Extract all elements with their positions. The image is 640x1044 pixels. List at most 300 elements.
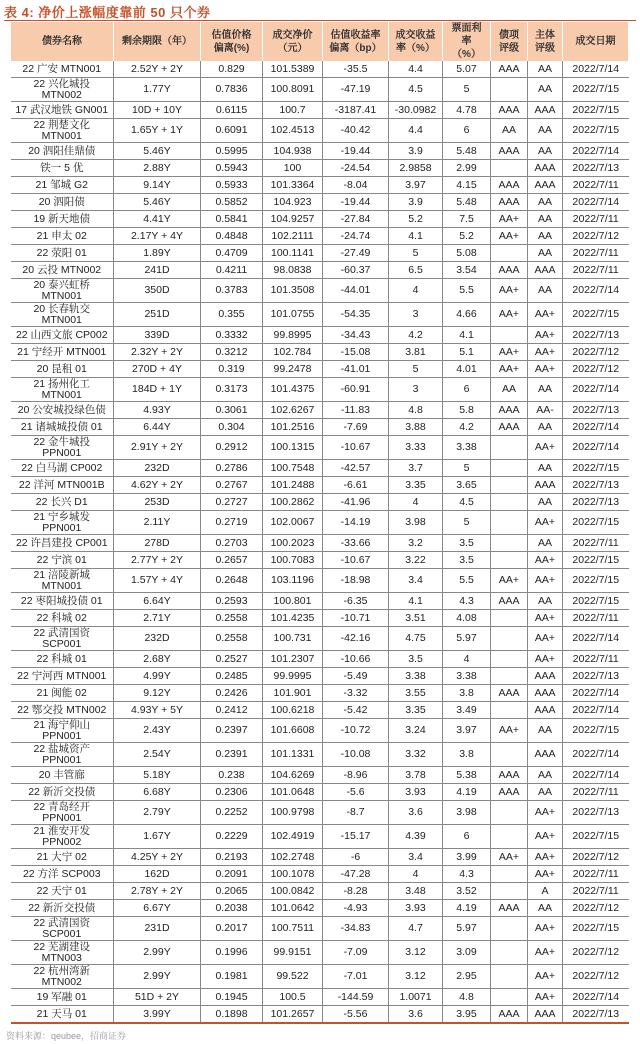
cell-trade-yield: 5: [389, 361, 443, 378]
cell-issuer-rating: AA: [528, 460, 563, 477]
cell-valuation-price-deviation: 0.3061: [201, 402, 263, 419]
table-row: [11, 784, 629, 801]
table-row: [11, 211, 629, 228]
cell-bond-name: 22 新沂交投债: [11, 900, 114, 917]
cell-bond-name: 21 海宁仰山 PPN001: [11, 719, 114, 743]
cell-issuer-rating: AAA: [528, 1006, 563, 1024]
cell-remaining-term: 2.78Y + 2Y: [114, 883, 201, 900]
cell-valuation-yield-deviation: -3.32: [323, 685, 389, 702]
cell-issuer-rating: AA: [528, 494, 563, 511]
table-row: [11, 989, 629, 1006]
cell-issuer-rating: AA+: [528, 436, 563, 460]
cell-bond-name: 22 金牛城投 PPN001: [11, 436, 114, 460]
cell-remaining-term: 184D + 1Y: [114, 378, 201, 402]
cell-trade-date: 2022/7/14: [563, 279, 629, 303]
cell-valuation-yield-deviation: -10.72: [323, 719, 389, 743]
cell-valuation-price-deviation: 0.3212: [201, 344, 263, 361]
cell-trade-date: 2022/7/13: [563, 327, 629, 344]
cell-trade-date: 2022/7/15: [563, 569, 629, 593]
cell-trade-date: 2022/7/15: [563, 593, 629, 610]
table-body: [11, 61, 629, 1023]
table-row: [11, 552, 629, 569]
cell-remaining-term: 51D + 2Y: [114, 989, 201, 1006]
table-row: [11, 279, 629, 303]
cell-remaining-term: 1.65Y + 1Y: [114, 119, 201, 143]
cell-bond-name: 22 武清国资 SCP001: [11, 917, 114, 941]
cell-valuation-yield-deviation: -42.16: [323, 627, 389, 651]
cell-bond-name: 20 丰管廊: [11, 767, 114, 784]
cell-coupon-rate: 5.5: [443, 279, 491, 303]
cell-issuer-rating: AA: [528, 419, 563, 436]
cell-valuation-price-deviation: 0.2558: [201, 627, 263, 651]
cell-remaining-term: 350D: [114, 279, 201, 303]
cell-valuation-price-deviation: 0.304: [201, 419, 263, 436]
cell-remaining-term: 1.89Y: [114, 245, 201, 262]
cell-trade-yield: 3.98: [389, 511, 443, 535]
cell-issuer-rating: AAA: [528, 477, 563, 494]
cell-trade-clean-price: 101.901: [263, 685, 323, 702]
cell-issuer-rating: A: [528, 883, 563, 900]
cell-trade-clean-price: 101.0642: [263, 900, 323, 917]
cell-trade-clean-price: 100.8091: [263, 78, 323, 102]
table-row: [11, 941, 629, 965]
cell-remaining-term: 2.52Y + 2Y: [114, 61, 201, 78]
cell-trade-yield: 4.1: [389, 228, 443, 245]
cell-coupon-rate: 3.52: [443, 883, 491, 900]
cell-valuation-price-deviation: 0.3332: [201, 327, 263, 344]
cell-trade-clean-price: 104.938: [263, 143, 323, 160]
cell-trade-clean-price: 100.7511: [263, 917, 323, 941]
cell-trade-date: 2022/7/11: [563, 535, 629, 552]
cell-bond-name: 22 白马湖 CP002: [11, 460, 114, 477]
table-row: [11, 668, 629, 685]
cell-valuation-yield-deviation: -33.66: [323, 535, 389, 552]
cell-coupon-rate: 5: [443, 511, 491, 535]
cell-trade-yield: 5: [389, 245, 443, 262]
cell-issue-rating: AAA: [491, 143, 528, 160]
cell-coupon-rate: 5: [443, 460, 491, 477]
cell-trade-clean-price: 99.522: [263, 965, 323, 989]
cell-issuer-rating: AAA: [528, 177, 563, 194]
cell-valuation-yield-deviation: -11.83: [323, 402, 389, 419]
cell-valuation-yield-deviation: -18.98: [323, 569, 389, 593]
cell-issuer-rating: AA: [528, 719, 563, 743]
cell-trade-clean-price: 101.2488: [263, 477, 323, 494]
cell-issue-rating: [491, 610, 528, 627]
table-header-row: [11, 22, 629, 61]
cell-issuer-rating: AAA: [528, 102, 563, 119]
cell-valuation-yield-deviation: -10.67: [323, 436, 389, 460]
cell-issue-rating: AA+: [491, 303, 528, 327]
cell-valuation-yield-deviation: -34.43: [323, 327, 389, 344]
cell-issuer-rating: AA+: [528, 866, 563, 883]
cell-issue-rating: [491, 477, 528, 494]
cell-coupon-rate: 3.65: [443, 477, 491, 494]
cell-trade-yield: 3.12: [389, 941, 443, 965]
cell-coupon-rate: 4.5: [443, 494, 491, 511]
cell-trade-yield: 3: [389, 378, 443, 402]
cell-valuation-price-deviation: 0.2485: [201, 668, 263, 685]
cell-remaining-term: 270D + 4Y: [114, 361, 201, 378]
cell-coupon-rate: 4.3: [443, 866, 491, 883]
cell-valuation-price-deviation: 0.2397: [201, 719, 263, 743]
cell-trade-date: 2022/7/12: [563, 361, 629, 378]
cell-trade-yield: 3.9: [389, 194, 443, 211]
cell-issue-rating: AAA: [491, 784, 528, 801]
cell-remaining-term: 6.64Y: [114, 593, 201, 610]
cell-remaining-term: 339D: [114, 327, 201, 344]
cell-issue-rating: AA: [491, 378, 528, 402]
cell-trade-date: 2022/7/12: [563, 941, 629, 965]
cell-remaining-term: 1.77Y: [114, 78, 201, 102]
cell-coupon-rate: 5.8: [443, 402, 491, 419]
cell-coupon-rate: 4.8: [443, 989, 491, 1006]
cell-trade-clean-price: 100.1078: [263, 866, 323, 883]
cell-coupon-rate: 4.3: [443, 593, 491, 610]
cell-issue-rating: AA+: [491, 279, 528, 303]
cell-coupon-rate: 3.09: [443, 941, 491, 965]
table-row: [11, 743, 629, 767]
cell-trade-clean-price: 101.1331: [263, 743, 323, 767]
cell-valuation-yield-deviation: -6: [323, 849, 389, 866]
cell-trade-date: 2022/7/14: [563, 143, 629, 160]
table-row: [11, 825, 629, 849]
cell-trade-yield: 1.0071: [389, 989, 443, 1006]
cell-issuer-rating: AA: [528, 593, 563, 610]
cell-valuation-yield-deviation: -5.56: [323, 1006, 389, 1024]
cell-issuer-rating: AA: [528, 143, 563, 160]
table-row: [11, 262, 629, 279]
cell-valuation-yield-deviation: -10.71: [323, 610, 389, 627]
cell-coupon-rate: 3.5: [443, 552, 491, 569]
cell-remaining-term: 2.79Y: [114, 801, 201, 825]
cell-issuer-rating: AA+: [528, 989, 563, 1006]
cell-valuation-price-deviation: 0.2412: [201, 702, 263, 719]
cell-coupon-rate: 3.49: [443, 702, 491, 719]
cell-trade-yield: 3.93: [389, 900, 443, 917]
cell-issue-rating: AA+: [491, 211, 528, 228]
cell-trade-date: 2022/7/15: [563, 78, 629, 102]
cell-remaining-term: 2.68Y: [114, 651, 201, 668]
table-row: [11, 143, 629, 160]
cell-issuer-rating: AA+: [528, 965, 563, 989]
cell-remaining-term: 2.32Y + 2Y: [114, 344, 201, 361]
table-row: [11, 102, 629, 119]
cell-bond-name: 21 邹城 G2: [11, 177, 114, 194]
cell-issue-rating: AA+: [491, 228, 528, 245]
table-row: [11, 965, 629, 989]
table-row: [11, 535, 629, 552]
cell-issuer-rating: AAA: [528, 668, 563, 685]
cell-remaining-term: 5.46Y: [114, 194, 201, 211]
cell-coupon-rate: 3.8: [443, 685, 491, 702]
cell-trade-date: 2022/7/14: [563, 627, 629, 651]
cell-issue-rating: [491, 883, 528, 900]
cell-bond-name: 22 芜湖建设 MTN003: [11, 941, 114, 965]
cell-issue-rating: AAA: [491, 194, 528, 211]
cell-bond-name: 22 宁滨 01: [11, 552, 114, 569]
cell-valuation-yield-deviation: -34.83: [323, 917, 389, 941]
cell-remaining-term: 2.71Y: [114, 610, 201, 627]
cell-trade-date: 2022/7/12: [563, 900, 629, 917]
cell-coupon-rate: 5.97: [443, 917, 491, 941]
cell-valuation-price-deviation: 0.2252: [201, 801, 263, 825]
cell-trade-yield: 6.5: [389, 262, 443, 279]
cell-bond-name: 21 涪陵新城 MTN001: [11, 569, 114, 593]
cell-trade-date: 2022/7/11: [563, 651, 629, 668]
cell-trade-clean-price: 98.0838: [263, 262, 323, 279]
column-header-issuer-rating: 主体 评级: [528, 22, 563, 61]
cell-trade-clean-price: 99.9151: [263, 941, 323, 965]
cell-coupon-rate: 5.48: [443, 143, 491, 160]
cell-trade-date: 2022/7/11: [563, 610, 629, 627]
cell-remaining-term: 2.91Y + 2Y: [114, 436, 201, 460]
cell-trade-date: 2022/7/14: [563, 702, 629, 719]
cell-coupon-rate: 5.08: [443, 245, 491, 262]
cell-valuation-price-deviation: 0.2767: [201, 477, 263, 494]
cell-trade-yield: 3.81: [389, 344, 443, 361]
cell-trade-yield: 3.48: [389, 883, 443, 900]
cell-issuer-rating: AA: [528, 279, 563, 303]
cell-issuer-rating: AA: [528, 245, 563, 262]
cell-bond-name: 20 长春轨交 MTN001: [11, 303, 114, 327]
cell-remaining-term: 2.77Y + 2Y: [114, 552, 201, 569]
table-row: [11, 344, 629, 361]
cell-valuation-yield-deviation: -47.19: [323, 78, 389, 102]
cell-trade-date: 2022/7/11: [563, 784, 629, 801]
cell-bond-name: 22 杭州湾新 MTN002: [11, 965, 114, 989]
cell-bond-name: 20 云投 MTN002: [11, 262, 114, 279]
table-row: [11, 719, 629, 743]
cell-coupon-rate: 3.97: [443, 719, 491, 743]
table-row: [11, 194, 629, 211]
cell-trade-clean-price: 100.2023: [263, 535, 323, 552]
cell-trade-yield: 4.4: [389, 119, 443, 143]
cell-remaining-term: 2.17Y + 4Y: [114, 228, 201, 245]
cell-valuation-price-deviation: 0.5852: [201, 194, 263, 211]
cell-valuation-price-deviation: 0.1898: [201, 1006, 263, 1024]
cell-valuation-yield-deviation: -54.35: [323, 303, 389, 327]
cell-issue-rating: [491, 245, 528, 262]
cell-trade-yield: 3.4: [389, 569, 443, 593]
table-row: [11, 900, 629, 917]
cell-remaining-term: 4.93Y + 5Y: [114, 702, 201, 719]
cell-issuer-rating: AA+: [528, 552, 563, 569]
cell-valuation-yield-deviation: -7.01: [323, 965, 389, 989]
cell-remaining-term: 4.99Y: [114, 668, 201, 685]
cell-bond-name: 铁一 5 优: [11, 160, 114, 177]
cell-valuation-price-deviation: 0.2786: [201, 460, 263, 477]
bond-table: [10, 22, 629, 1024]
cell-trade-yield: 4.2: [389, 327, 443, 344]
cell-trade-clean-price: 100.1141: [263, 245, 323, 262]
cell-trade-clean-price: 100.1315: [263, 436, 323, 460]
cell-coupon-rate: 3.99: [443, 849, 491, 866]
cell-trade-clean-price: 101.6608: [263, 719, 323, 743]
cell-valuation-price-deviation: 0.2727: [201, 494, 263, 511]
cell-valuation-price-deviation: 0.1945: [201, 989, 263, 1006]
cell-bond-name: 22 许昌建投 CP001: [11, 535, 114, 552]
cell-trade-date: 2022/7/13: [563, 402, 629, 419]
cell-coupon-rate: 4.78: [443, 102, 491, 119]
cell-trade-clean-price: 104.9257: [263, 211, 323, 228]
cell-trade-clean-price: 101.4375: [263, 378, 323, 402]
cell-issuer-rating: AA: [528, 228, 563, 245]
cell-issuer-rating: AA: [528, 767, 563, 784]
cell-coupon-rate: 3.38: [443, 436, 491, 460]
cell-trade-yield: 3.6: [389, 1006, 443, 1024]
cell-issue-rating: [491, 511, 528, 535]
table-title: 表 4: 净价上涨幅度靠前 50 只个券: [4, 5, 211, 20]
cell-valuation-yield-deviation: -14.19: [323, 511, 389, 535]
cell-trade-clean-price: 101.0755: [263, 303, 323, 327]
cell-trade-date: 2022/7/14: [563, 61, 629, 78]
cell-valuation-price-deviation: 0.4211: [201, 262, 263, 279]
cell-bond-name: 22 荥阳 01: [11, 245, 114, 262]
table-row: [11, 419, 629, 436]
cell-trade-yield: 4.75: [389, 627, 443, 651]
cell-valuation-price-deviation: 0.2306: [201, 784, 263, 801]
cell-remaining-term: 9.12Y: [114, 685, 201, 702]
cell-issue-rating: [491, 989, 528, 1006]
cell-bond-name: 22 长兴 D1: [11, 494, 114, 511]
cell-coupon-rate: 5: [443, 78, 491, 102]
cell-trade-yield: 3.4: [389, 849, 443, 866]
cell-trade-yield: 3.2: [389, 535, 443, 552]
cell-trade-yield: 4: [389, 494, 443, 511]
cell-trade-clean-price: 101.3364: [263, 177, 323, 194]
cell-issue-rating: AAA: [491, 685, 528, 702]
table-row: [11, 402, 629, 419]
cell-trade-yield: 4.4: [389, 61, 443, 78]
cell-issuer-rating: AA-: [528, 402, 563, 419]
cell-trade-yield: 3.33: [389, 436, 443, 460]
column-header-valuation-price-deviation: 估值价格 偏离(%): [201, 22, 263, 61]
cell-trade-yield: 4.1: [389, 593, 443, 610]
cell-issuer-rating: AA+: [528, 327, 563, 344]
cell-trade-date: 2022/7/12: [563, 849, 629, 866]
cell-issue-rating: AA+: [491, 344, 528, 361]
cell-trade-clean-price: 101.2657: [263, 1006, 323, 1024]
cell-bond-name: 22 天宁 01: [11, 883, 114, 900]
table-row: [11, 917, 629, 941]
cell-trade-clean-price: 100.7: [263, 102, 323, 119]
cell-trade-yield: 4.39: [389, 825, 443, 849]
cell-coupon-rate: 5.2: [443, 228, 491, 245]
cell-issue-rating: [491, 535, 528, 552]
cell-trade-date: 2022/7/14: [563, 194, 629, 211]
cell-trade-clean-price: 101.4235: [263, 610, 323, 627]
table-row: [11, 245, 629, 262]
title-divider: [4, 20, 636, 21]
cell-remaining-term: 2.43Y: [114, 719, 201, 743]
cell-valuation-price-deviation: 0.5995: [201, 143, 263, 160]
cell-bond-name: 22 山西文旅 CP002: [11, 327, 114, 344]
cell-issue-rating: AA+: [491, 569, 528, 593]
cell-trade-clean-price: 103.1196: [263, 569, 323, 593]
cell-valuation-price-deviation: 0.4848: [201, 228, 263, 245]
cell-trade-clean-price: 100.5: [263, 989, 323, 1006]
cell-valuation-yield-deviation: -41.01: [323, 361, 389, 378]
table-row: [11, 702, 629, 719]
cell-valuation-price-deviation: 0.1981: [201, 965, 263, 989]
cell-issuer-rating: AA+: [528, 941, 563, 965]
cell-valuation-yield-deviation: -24.54: [323, 160, 389, 177]
cell-issue-rating: [491, 552, 528, 569]
cell-valuation-price-deviation: 0.2391: [201, 743, 263, 767]
cell-coupon-rate: 3.95: [443, 1006, 491, 1024]
cell-trade-date: 2022/7/12: [563, 228, 629, 245]
cell-issuer-rating: AA+: [528, 303, 563, 327]
cell-valuation-price-deviation: 0.319: [201, 361, 263, 378]
cell-bond-name: 22 科城 01: [11, 651, 114, 668]
cell-valuation-yield-deviation: -8.04: [323, 177, 389, 194]
cell-remaining-term: 1.57Y + 4Y: [114, 569, 201, 593]
cell-issue-rating: [491, 825, 528, 849]
cell-trade-date: 2022/7/14: [563, 378, 629, 402]
cell-issue-rating: [491, 743, 528, 767]
cell-trade-clean-price: 104.923: [263, 194, 323, 211]
cell-bond-name: 22 鄂交投 MTN002: [11, 702, 114, 719]
table-row: [11, 436, 629, 460]
cell-valuation-price-deviation: 0.829: [201, 61, 263, 78]
cell-valuation-yield-deviation: -3187.41: [323, 102, 389, 119]
cell-trade-date: 2022/7/15: [563, 303, 629, 327]
cell-coupon-rate: 5.38: [443, 767, 491, 784]
cell-valuation-yield-deviation: -7.09: [323, 941, 389, 965]
cell-valuation-price-deviation: 0.2229: [201, 825, 263, 849]
cell-trade-clean-price: 104.6269: [263, 767, 323, 784]
cell-issuer-rating: AA+: [528, 849, 563, 866]
cell-valuation-price-deviation: 0.2017: [201, 917, 263, 941]
cell-issue-rating: [491, 436, 528, 460]
cell-trade-yield: -30.0982: [389, 102, 443, 119]
cell-issue-rating: [491, 941, 528, 965]
table-row: [11, 593, 629, 610]
cell-bond-name: 22 荆楚文化 MTN001: [11, 119, 114, 143]
cell-bond-name: 21 闽能 02: [11, 685, 114, 702]
cell-trade-yield: 3.9: [389, 143, 443, 160]
cell-trade-yield: 3.51: [389, 610, 443, 627]
cell-valuation-yield-deviation: -15.08: [323, 344, 389, 361]
cell-trade-date: 2022/7/15: [563, 460, 629, 477]
cell-remaining-term: 162D: [114, 866, 201, 883]
column-header-trade-date: 成交日期: [563, 22, 629, 61]
cell-valuation-yield-deviation: -44.01: [323, 279, 389, 303]
cell-bond-name: 22 洋河 MTN001B: [11, 477, 114, 494]
cell-trade-clean-price: 99.8995: [263, 327, 323, 344]
cell-valuation-yield-deviation: -5.49: [323, 668, 389, 685]
cell-trade-yield: 3.7: [389, 460, 443, 477]
cell-valuation-price-deviation: 0.2648: [201, 569, 263, 593]
cell-valuation-yield-deviation: -6.61: [323, 477, 389, 494]
cell-issuer-rating: AA: [528, 784, 563, 801]
cell-trade-date: 2022/7/13: [563, 801, 629, 825]
cell-coupon-rate: 4.19: [443, 784, 491, 801]
cell-issuer-rating: AA+: [528, 511, 563, 535]
cell-bond-name: 21 宁经开 MTN001: [11, 344, 114, 361]
cell-issuer-rating: AA+: [528, 344, 563, 361]
cell-valuation-price-deviation: 0.3783: [201, 279, 263, 303]
cell-issuer-rating: AA: [528, 119, 563, 143]
cell-trade-clean-price: 101.2516: [263, 419, 323, 436]
table-row: [11, 801, 629, 825]
cell-valuation-price-deviation: 0.2527: [201, 651, 263, 668]
cell-coupon-rate: 6: [443, 119, 491, 143]
cell-trade-date: 2022/7/11: [563, 177, 629, 194]
cell-bond-name: 22 广安 MTN001: [11, 61, 114, 78]
cell-trade-date: 2022/7/15: [563, 102, 629, 119]
